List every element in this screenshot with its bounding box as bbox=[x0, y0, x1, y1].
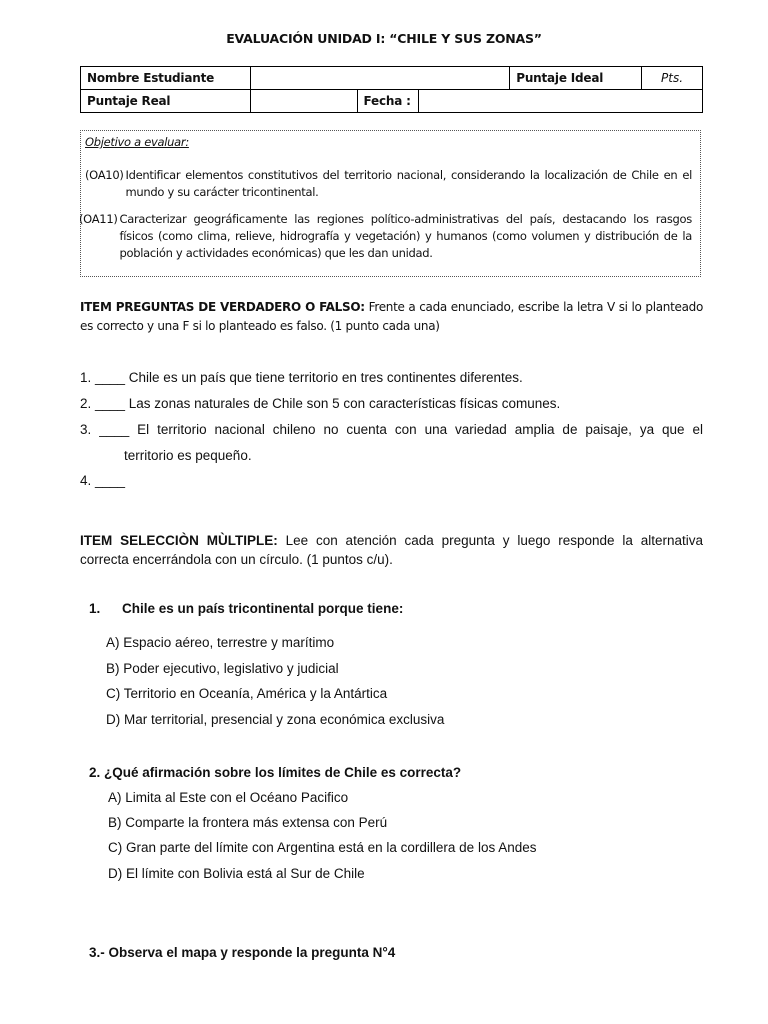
q2-option-b[interactable]: B) Comparte la frontera más extensa con Perú bbox=[108, 815, 388, 830]
q1-option-d[interactable]: D) Mar territorial, presencial y zona económica exclusiva bbox=[106, 712, 445, 727]
student-name-label: Nombre Estudiante bbox=[81, 67, 251, 90]
question-number: 2. bbox=[89, 765, 101, 780]
tf-item-4: 4. ____ bbox=[80, 473, 126, 488]
question-number: 1. bbox=[89, 601, 101, 616]
q1-option-a[interactable]: A) Espacio aéreo, terrestre y marítimo bbox=[106, 635, 335, 650]
date-field[interactable] bbox=[419, 90, 703, 113]
objective-oa11 bbox=[79, 211, 692, 262]
question-text: Observa el mapa y responde la pregunta N°4 bbox=[108, 945, 396, 960]
objective-text: Caracterizar geográficamente las regiones político-administrativas del país, destacando los rasgos físicos (como clima, relieve, hidrografía y vegetación) y humanos (como volumen y distribución de la población y actividades económicas) que les dan unidad. bbox=[119, 212, 692, 260]
multiple-choice-heading: ITEM SELECCIÒN MÙLTIPLE: bbox=[80, 533, 278, 548]
student-name-field[interactable] bbox=[250, 67, 509, 90]
objective-code: (OA11) bbox=[79, 212, 118, 226]
true-false-text: Frente a cada enunciado, escribe la letra V si lo planteado es correcto y una F si lo planteado es falso. (1 punto cada una) bbox=[80, 300, 704, 333]
real-score-label: Puntaje Real bbox=[81, 90, 251, 113]
q2-option-c[interactable]: C) Gran parte del límite con Argentina está en la cordillera de los Andes bbox=[108, 840, 537, 855]
date-label: Fecha : bbox=[357, 90, 419, 113]
question-1 bbox=[89, 601, 403, 616]
q1-option-b[interactable]: B) Poder ejecutivo, legislativo y judicial bbox=[106, 661, 339, 676]
question-text: Chile es un país tricontinental porque tiene: bbox=[122, 601, 404, 616]
tf-item-2: 2. ____ Las zonas naturales de Chile son 5 con características físicas comunes. bbox=[80, 396, 561, 411]
ideal-score-label: Puntaje Ideal bbox=[510, 67, 642, 90]
multiple-choice-instructions bbox=[80, 531, 703, 569]
question-2 bbox=[89, 765, 461, 780]
objective-code: (OA10) bbox=[85, 168, 124, 182]
tf-item-1: 1. ____ Chile es un país que tiene territorio en tres continentes diferentes. bbox=[80, 370, 523, 385]
student-info-table bbox=[80, 66, 703, 113]
q2-option-d[interactable]: D) El límite con Bolivia está al Sur de Chile bbox=[108, 866, 365, 881]
ideal-score-value: Pts. bbox=[642, 67, 703, 90]
question-3 bbox=[89, 945, 395, 960]
objectives-box bbox=[80, 130, 701, 277]
objective-oa10 bbox=[83, 167, 692, 201]
q2-option-a[interactable]: A) Limita al Este con el Océano Pacifico bbox=[108, 790, 349, 805]
q1-option-c[interactable]: C) Territorio en Oceanía, América y la Antártica bbox=[106, 686, 388, 701]
multiple-choice-text: Lee con atención cada pregunta y luego responde la alternativa correcta encerrándola con un círculo. (1 puntos c/u). bbox=[80, 533, 703, 567]
question-number: 3.- bbox=[89, 945, 105, 960]
real-score-field[interactable] bbox=[250, 90, 357, 113]
question-text: ¿Qué afirmación sobre los límites de Chile es correcta? bbox=[104, 765, 462, 780]
true-false-heading: ITEM PREGUNTAS DE VERDADERO O FALSO: bbox=[80, 300, 365, 314]
tf-item-3-continuation: territorio es pequeño. bbox=[124, 448, 252, 463]
true-false-instructions bbox=[80, 298, 703, 336]
exam-title: EVALUACIÓN UNIDAD I: “CHILE Y SUS ZONAS” bbox=[226, 31, 542, 46]
tf-item-3: 3. ____ El territorio nacional chileno no cuenta con una variedad amplia de paisaje, ya que el bbox=[80, 422, 703, 437]
objectives-heading: Objetivo a evaluar: bbox=[85, 135, 189, 149]
objective-text: Identificar elementos constitutivos del territorio nacional, considerando la localización de Chile en el mundo y su carácter tricontinental. bbox=[125, 168, 692, 199]
